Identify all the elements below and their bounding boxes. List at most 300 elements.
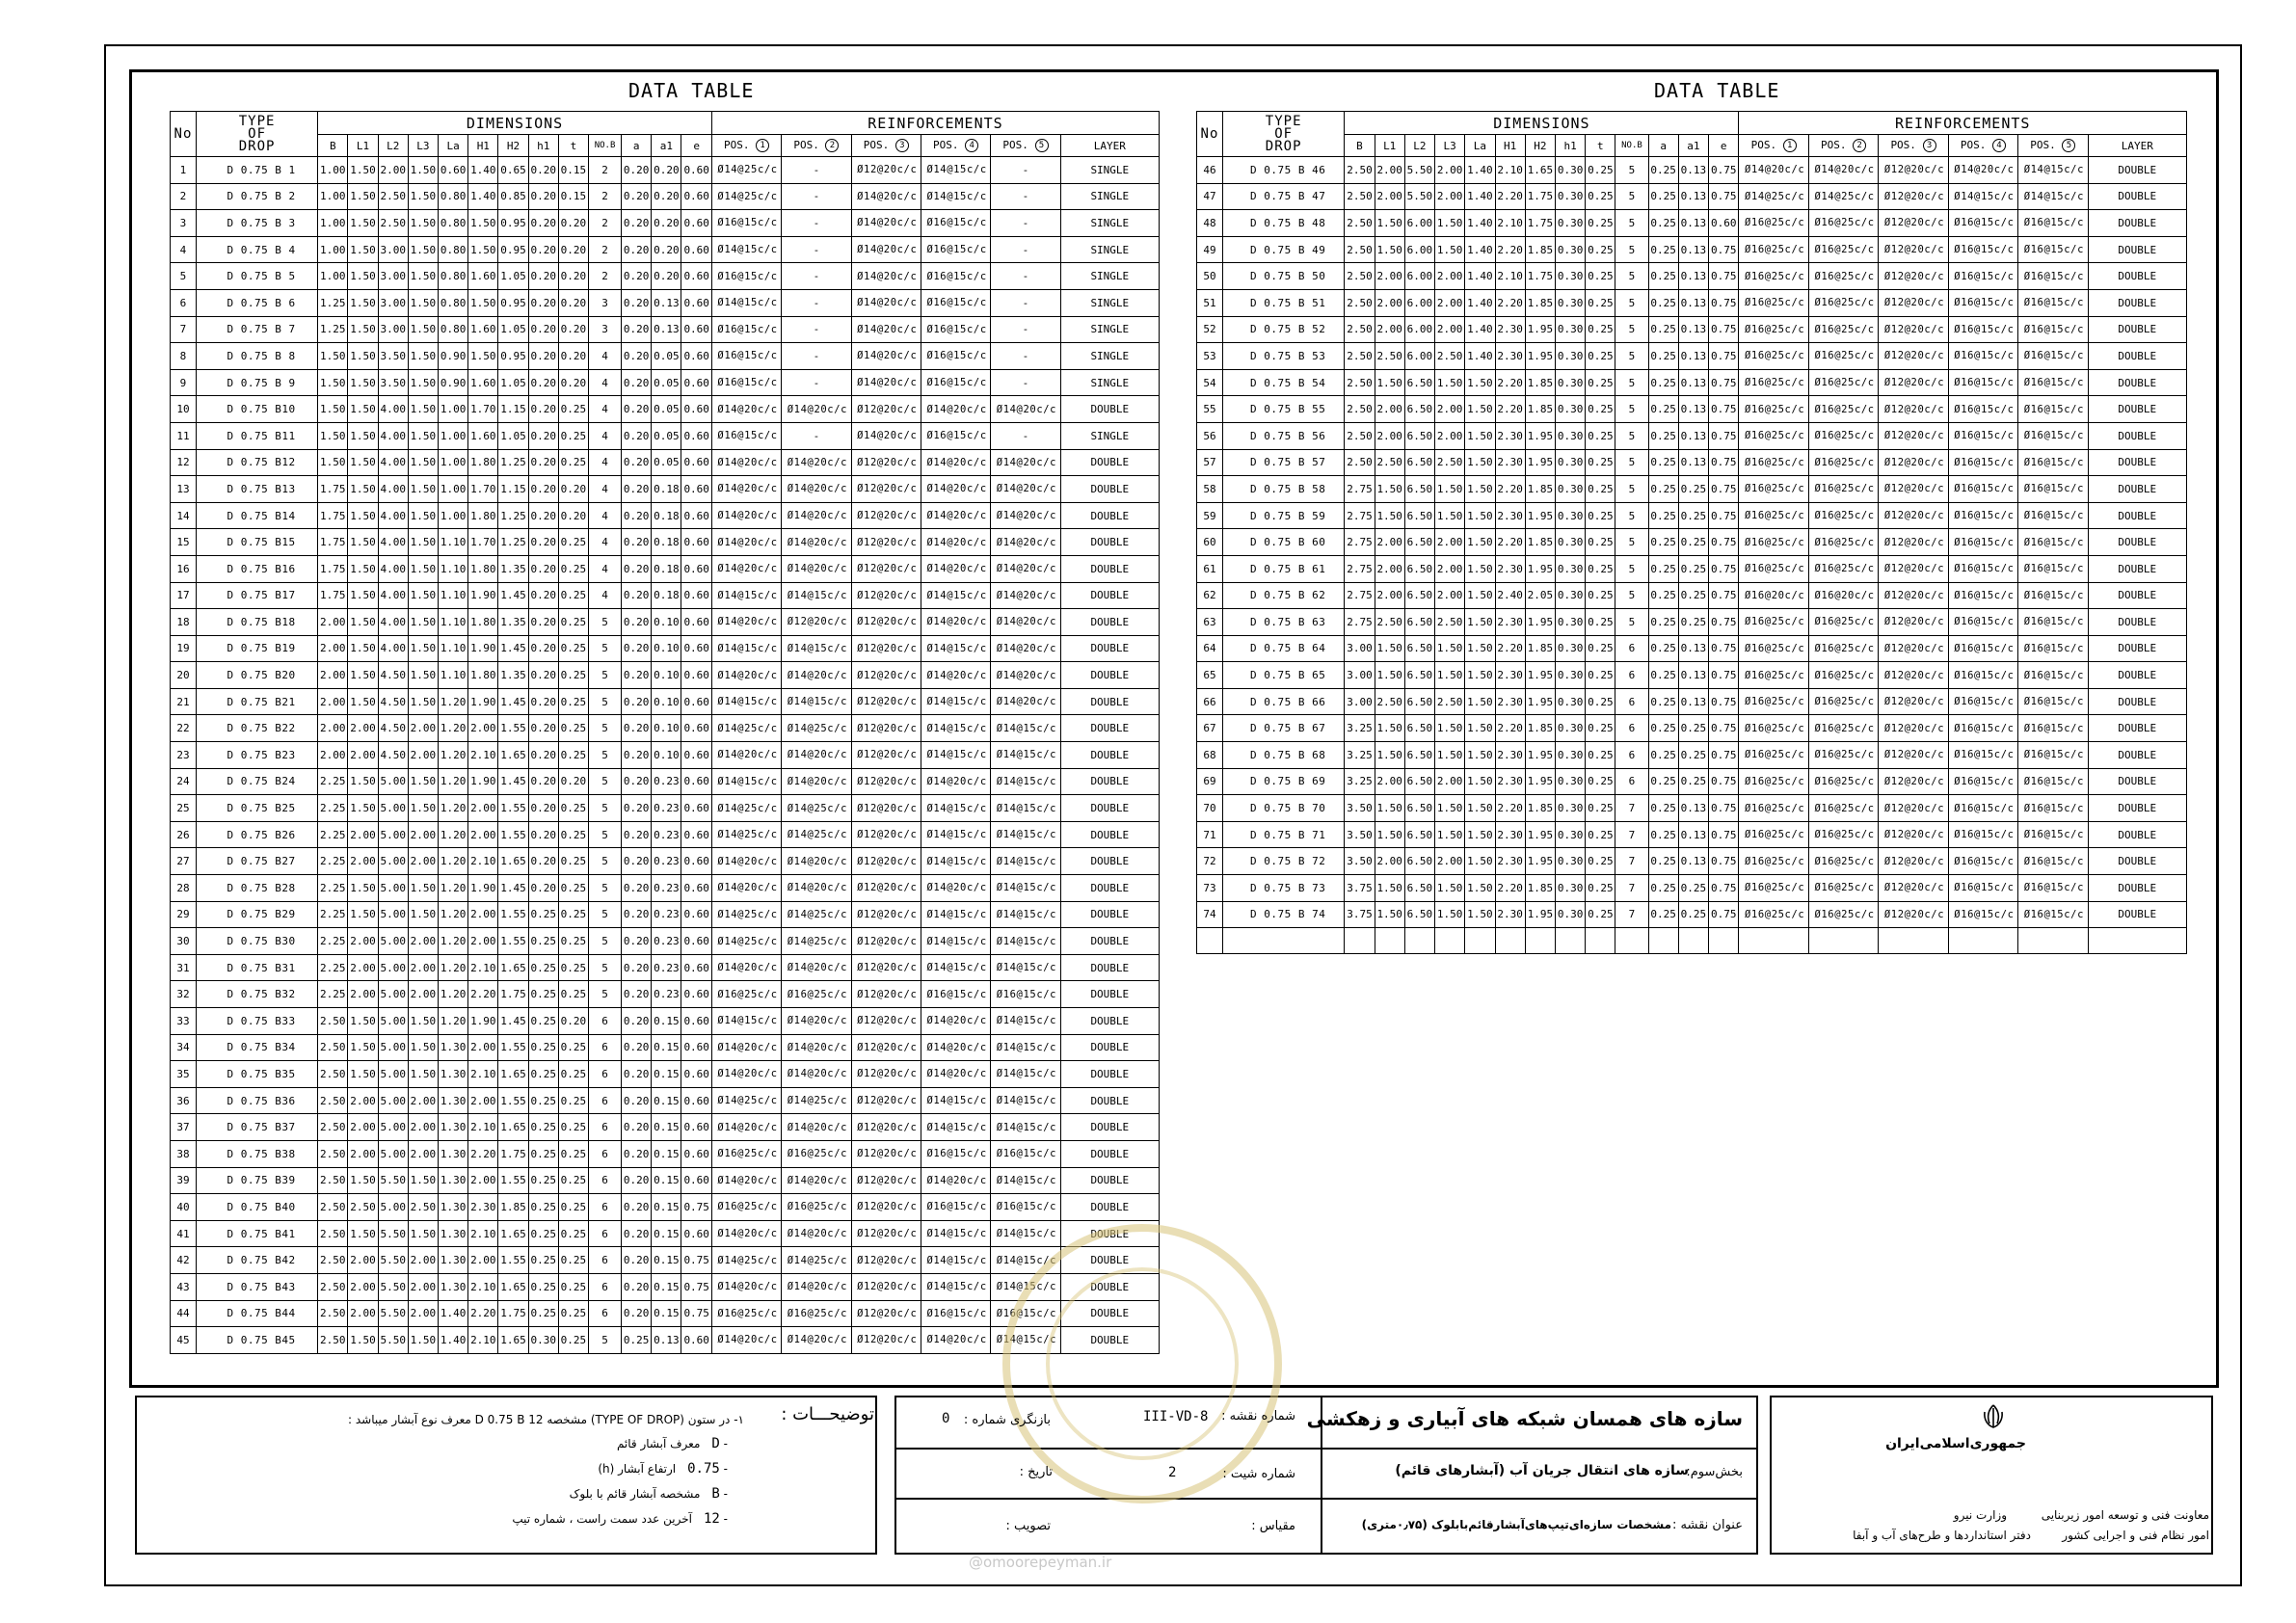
cell-reinforcement: Ø16@25c/c bbox=[1808, 555, 1878, 582]
cell-dimension: 3.75 bbox=[1345, 875, 1375, 902]
cell-layer: DOUBLE bbox=[1060, 742, 1159, 769]
cell-dimension: 1.35 bbox=[498, 555, 528, 582]
cell-dimension: 0.95 bbox=[498, 343, 528, 370]
cell-dimension: 0.25 bbox=[1678, 715, 1708, 742]
cell-dimension: 0.60 bbox=[681, 928, 711, 955]
cell-reinforcement: Ø16@25c/c bbox=[1808, 848, 1878, 875]
cell-dimension: 2.30 bbox=[1495, 768, 1525, 795]
cell-type: D 0.75 B 66 bbox=[1222, 688, 1344, 715]
cell-dimension: 1.30 bbox=[439, 1061, 468, 1088]
cell-reinforcement: Ø14@20c/c bbox=[921, 1167, 990, 1194]
cell-dimension: 0.25 bbox=[1586, 821, 1615, 848]
table-row bbox=[1197, 529, 2187, 556]
cell-dimension: 0.20 bbox=[622, 422, 652, 449]
cell-reinforcement: Ø16@15c/c bbox=[1948, 369, 2017, 396]
cell-reinforcement: Ø16@15c/c bbox=[711, 210, 781, 237]
cell-reinforcement: Ø16@15c/c bbox=[2018, 343, 2088, 370]
table-row bbox=[171, 529, 1160, 556]
cell-dimension: 1.50 bbox=[348, 396, 378, 423]
cell-dimension: 0.25 bbox=[1586, 609, 1615, 636]
cell-type: D 0.75 B16 bbox=[196, 555, 317, 582]
cell-dimension: 0.30 bbox=[1555, 821, 1585, 848]
cell-reinforcement: Ø14@20c/c bbox=[782, 1114, 851, 1141]
cell-dimension: 0.20 bbox=[558, 343, 588, 370]
cell-dimension: 2.50 bbox=[1435, 609, 1465, 636]
cell-dimension: 0.80 bbox=[439, 289, 468, 316]
cell-reinforcement: Ø12@20c/c bbox=[851, 875, 921, 902]
cell-dimension: 0.20 bbox=[528, 609, 558, 636]
cell-reinforcement: Ø14@15c/c bbox=[921, 183, 990, 210]
cell-reinforcement: Ø16@25c/c bbox=[1808, 449, 1878, 476]
cell-dimension: 1.20 bbox=[439, 848, 468, 875]
cell-dimension: 0.25 bbox=[1586, 502, 1615, 529]
cell-dimension: 2.20 bbox=[1495, 236, 1525, 263]
cell-dimension: 0.25 bbox=[1586, 901, 1615, 928]
cell-reinforcement: Ø14@15c/c bbox=[921, 742, 990, 769]
cell-reinforcement: Ø16@25c/c bbox=[1808, 901, 1878, 928]
cell-reinforcement: Ø16@15c/c bbox=[2018, 369, 2088, 396]
cell-dimension: 0.30 bbox=[1555, 157, 1585, 184]
table-row bbox=[1197, 502, 2187, 529]
cell-dimension: 4.00 bbox=[378, 422, 408, 449]
cell-dimension: 4.00 bbox=[378, 529, 408, 556]
cell-reinforcement: Ø14@15c/c bbox=[921, 901, 990, 928]
cell-dimension: 0.25 bbox=[622, 1327, 652, 1354]
cell-dimension: 0.25 bbox=[1648, 848, 1678, 875]
cell-reinforcement: Ø16@15c/c bbox=[1948, 529, 2017, 556]
cell-dimension: 0.60 bbox=[681, 901, 711, 928]
cell-dimension: 2.00 bbox=[408, 821, 438, 848]
cell-dimension: 2.00 bbox=[318, 609, 348, 636]
cell-dimension: 4.00 bbox=[378, 555, 408, 582]
cell-reinforcement: Ø14@20c/c bbox=[851, 210, 921, 237]
cell-layer: DOUBLE bbox=[1060, 981, 1159, 1008]
cell-reinforcement: Ø12@20c/c bbox=[851, 662, 921, 689]
cell-dimension: 0.13 bbox=[1678, 795, 1708, 822]
cell-dimension: 2.00 bbox=[1435, 529, 1465, 556]
table-row bbox=[171, 582, 1160, 609]
cell-dimension: 0.25 bbox=[1586, 343, 1615, 370]
cell-no: 30 bbox=[171, 928, 197, 955]
cell-layer: DOUBLE bbox=[1060, 529, 1159, 556]
cell-dimension: 1.50 bbox=[1435, 502, 1465, 529]
cell-dimension: 0.20 bbox=[622, 183, 652, 210]
cell-dimension: 1.50 bbox=[348, 236, 378, 263]
cell-reinforcement: Ø14@25c/c bbox=[782, 795, 851, 822]
cell-dimension: 0.23 bbox=[652, 768, 681, 795]
cell-dimension: 1.95 bbox=[1525, 316, 1555, 343]
cell-layer: DOUBLE bbox=[2088, 582, 2186, 609]
cell-type: D 0.75 B 4 bbox=[196, 236, 317, 263]
cell-dimension: 4 bbox=[589, 449, 622, 476]
cell-no: 65 bbox=[1197, 662, 1223, 689]
cell-dimension: 0.13 bbox=[1678, 210, 1708, 237]
cell-dimension: 6.50 bbox=[1404, 901, 1434, 928]
cell-dimension: 1.80 bbox=[468, 609, 498, 636]
cell-no: 23 bbox=[171, 742, 197, 769]
cell-dimension: 2.00 bbox=[318, 715, 348, 742]
cell-dimension: 0.75 bbox=[1709, 422, 1739, 449]
cell-dimension: 6.50 bbox=[1404, 715, 1434, 742]
org-line-1b: وزارت نیرو bbox=[1953, 1508, 2007, 1522]
cell-dimension: 1.85 bbox=[1525, 635, 1555, 662]
cell-reinforcement: Ø12@20c/c bbox=[1879, 502, 1948, 529]
cell-dimension: 1.10 bbox=[439, 609, 468, 636]
cell-reinforcement: Ø16@15c/c bbox=[1948, 502, 2017, 529]
cell-dimension: 5.00 bbox=[378, 768, 408, 795]
cell-dimension: 5 bbox=[589, 768, 622, 795]
approval-label: تصویب : bbox=[1005, 1519, 1051, 1533]
cell-dimension: 0.20 bbox=[558, 289, 588, 316]
cell-dimension: 0.10 bbox=[652, 715, 681, 742]
cell-reinforcement: Ø16@15c/c bbox=[921, 210, 990, 237]
cell-reinforcement: Ø14@20c/c bbox=[921, 662, 990, 689]
cell-type: D 0.75 B 63 bbox=[1222, 609, 1344, 636]
cell-reinforcement: Ø16@25c/c bbox=[1808, 609, 1878, 636]
cell-reinforcement: Ø16@15c/c bbox=[1948, 316, 2017, 343]
cell-reinforcement: Ø14@15c/c bbox=[711, 768, 781, 795]
cell-dimension: 0.25 bbox=[1648, 183, 1678, 210]
cell-layer: SINGLE bbox=[1060, 343, 1159, 370]
cell-dimension: 6.50 bbox=[1404, 875, 1434, 902]
cell-dimension: 1.50 bbox=[408, 662, 438, 689]
cell-dimension: 0.20 bbox=[622, 369, 652, 396]
cell-dimension: 2.00 bbox=[348, 981, 378, 1008]
cell-dimension: 0.30 bbox=[1555, 210, 1585, 237]
cell-dimension: 1.50 bbox=[348, 157, 378, 184]
header-dimensions: DIMENSIONS bbox=[1345, 112, 1739, 135]
cell-dimension: 1.90 bbox=[468, 582, 498, 609]
header-type-of-drop: TYPE OF DROP bbox=[196, 112, 317, 157]
cell-dimension: 2.00 bbox=[1435, 263, 1465, 290]
table-row bbox=[171, 236, 1160, 263]
cell-dimension: 0.25 bbox=[528, 1114, 558, 1141]
header-dim-col: NO.B bbox=[1615, 135, 1648, 157]
cell-dimension: 2.20 bbox=[1495, 289, 1525, 316]
header-no: No bbox=[1197, 112, 1223, 157]
cell-type: D 0.75 B 8 bbox=[196, 343, 317, 370]
cell-dimension: 0.25 bbox=[1648, 502, 1678, 529]
cell-dimension: 7 bbox=[1615, 795, 1648, 822]
cell-layer: DOUBLE bbox=[2088, 449, 2186, 476]
header-pos-col: POS. 2 bbox=[782, 135, 851, 157]
cell-dimension: 0.15 bbox=[652, 1300, 681, 1327]
cell-reinforcement: Ø16@25c/c bbox=[1739, 343, 1808, 370]
cell-dimension: 2.10 bbox=[468, 954, 498, 981]
cell-layer: DOUBLE bbox=[2088, 343, 2186, 370]
cell-dimension: 0.25 bbox=[558, 1300, 588, 1327]
cell-type: D 0.75 B30 bbox=[196, 928, 317, 955]
cell-reinforcement: Ø14@20c/c bbox=[782, 502, 851, 529]
cell-reinforcement: - bbox=[991, 236, 1060, 263]
cell-reinforcement: Ø14@25c/c bbox=[711, 1087, 781, 1114]
cell-dimension: 2.20 bbox=[1495, 635, 1525, 662]
notes-item: - 12آخرین عدد سمت راست ، شماره تیپ bbox=[512, 1511, 728, 1527]
cell-dimension: 6 bbox=[589, 1008, 622, 1035]
cell-dimension: 2.20 bbox=[468, 981, 498, 1008]
cell-dimension: 1.50 bbox=[1465, 582, 1495, 609]
cell-dimension: 0.20 bbox=[528, 449, 558, 476]
header-dim-col: B bbox=[318, 135, 348, 157]
cell-dimension: 1.25 bbox=[498, 449, 528, 476]
cell-no: 1 bbox=[171, 157, 197, 184]
cell-type: D 0.75 B17 bbox=[196, 582, 317, 609]
cell-dimension: 4.00 bbox=[378, 449, 408, 476]
cell-dimension: 0.25 bbox=[528, 954, 558, 981]
cell-dimension: 0.60 bbox=[681, 768, 711, 795]
cell-dimension: 0.60 bbox=[681, 821, 711, 848]
cell-dimension: 1.50 bbox=[408, 316, 438, 343]
table-row bbox=[1197, 263, 2187, 290]
cell-dimension: 0.75 bbox=[1709, 263, 1739, 290]
cell-dimension: 2.50 bbox=[1375, 449, 1404, 476]
cell-reinforcement: Ø14@15c/c bbox=[921, 1114, 990, 1141]
cell-dimension: 1.40 bbox=[1465, 157, 1495, 184]
cell-reinforcement: Ø14@25c/c bbox=[711, 715, 781, 742]
cell-dimension: 6 bbox=[589, 1247, 622, 1274]
cell-dimension: 1.50 bbox=[348, 529, 378, 556]
table-row bbox=[1197, 635, 2187, 662]
cell-dimension: 0.20 bbox=[652, 236, 681, 263]
cell-type: D 0.75 B33 bbox=[196, 1008, 317, 1035]
cell-no: 48 bbox=[1197, 210, 1223, 237]
cell-reinforcement: Ø14@20c/c bbox=[782, 875, 851, 902]
header-reinforcements: REINFORCEMENTS bbox=[711, 112, 1159, 135]
cell-dimension: 1.40 bbox=[1465, 316, 1495, 343]
cell-type: D 0.75 B 68 bbox=[1222, 742, 1344, 769]
cell-dimension: 1.50 bbox=[348, 263, 378, 290]
cell-dimension: 1.00 bbox=[318, 236, 348, 263]
cell-layer: DOUBLE bbox=[2088, 715, 2186, 742]
cell-dimension: 0.20 bbox=[622, 210, 652, 237]
cell-no: 49 bbox=[1197, 236, 1223, 263]
cell-reinforcement: Ø14@20c/c bbox=[921, 1008, 990, 1035]
header-dim-col: a bbox=[1648, 135, 1678, 157]
cell-dimension: 0.20 bbox=[528, 157, 558, 184]
cell-reinforcement: Ø14@20c/c bbox=[711, 954, 781, 981]
cell-dimension: 3.25 bbox=[1345, 715, 1375, 742]
cell-dimension: 2.50 bbox=[1435, 688, 1465, 715]
cell-dimension: 1.50 bbox=[348, 210, 378, 237]
cell-dimension: 1.40 bbox=[468, 183, 498, 210]
cell-reinforcement: Ø14@15c/c bbox=[782, 635, 851, 662]
cell-reinforcement: - bbox=[991, 210, 1060, 237]
cell-dimension: 0.60 bbox=[681, 875, 711, 902]
cell-dimension: 0.25 bbox=[528, 1140, 558, 1167]
table-row bbox=[171, 289, 1160, 316]
cell-reinforcement: Ø12@20c/c bbox=[1879, 396, 1948, 423]
cell-dimension: 1.40 bbox=[1465, 263, 1495, 290]
cell-layer: DOUBLE bbox=[2088, 742, 2186, 769]
cell-reinforcement: Ø16@15c/c bbox=[1948, 289, 2017, 316]
cell-dimension: 6 bbox=[589, 1167, 622, 1194]
cell-dimension: 0.60 bbox=[681, 1114, 711, 1141]
cell-reinforcement: Ø12@20c/c bbox=[851, 157, 921, 184]
cell-dimension: 1.50 bbox=[408, 875, 438, 902]
cell-dimension: 0.20 bbox=[622, 848, 652, 875]
cell-dimension: 4 bbox=[589, 343, 622, 370]
cell-no: 10 bbox=[171, 396, 197, 423]
cell-dimension: 0.85 bbox=[498, 183, 528, 210]
cell-dimension: 1.50 bbox=[1375, 210, 1404, 237]
cell-dimension: 2.50 bbox=[318, 1087, 348, 1114]
cell-reinforcement: Ø14@25c/c bbox=[711, 821, 781, 848]
cell-reinforcement: Ø16@25c/c bbox=[1808, 396, 1878, 423]
cell-dimension: 6.50 bbox=[1404, 768, 1434, 795]
cell-dimension: 7 bbox=[1615, 848, 1648, 875]
cell-reinforcement: Ø16@25c/c bbox=[1808, 316, 1878, 343]
cell-dimension: 1.75 bbox=[1525, 263, 1555, 290]
cell-dimension: 3 bbox=[589, 289, 622, 316]
cell-dimension: 2.00 bbox=[348, 715, 378, 742]
cell-reinforcement: Ø14@20c/c bbox=[711, 1220, 781, 1247]
cell-dimension: 2.00 bbox=[468, 715, 498, 742]
cell-dimension: 1.20 bbox=[439, 768, 468, 795]
cell-no: 51 bbox=[1197, 289, 1223, 316]
cell-dimension: 6 bbox=[589, 1034, 622, 1061]
cell-dimension: 0.25 bbox=[1586, 555, 1615, 582]
cell-dimension: 1.50 bbox=[1465, 396, 1495, 423]
cell-no: 26 bbox=[171, 821, 197, 848]
cell-dimension: 0.25 bbox=[1648, 688, 1678, 715]
cell-dimension: 0.25 bbox=[1586, 795, 1615, 822]
cell-dimension: 0.75 bbox=[1709, 289, 1739, 316]
cell-dimension: 0.25 bbox=[1648, 715, 1678, 742]
cell-no: 7 bbox=[171, 316, 197, 343]
cell-reinforcement: Ø16@15c/c bbox=[991, 981, 1060, 1008]
header-dim-col: t bbox=[1586, 135, 1615, 157]
cell-dimension: 0.15 bbox=[652, 1220, 681, 1247]
cell-reinforcement: Ø14@20c/c bbox=[711, 662, 781, 689]
cell-reinforcement: Ø14@20c/c bbox=[711, 555, 781, 582]
date-label: تاریخ : bbox=[1019, 1465, 1053, 1479]
cell-dimension: 1.10 bbox=[439, 662, 468, 689]
cell-dimension: 2.00 bbox=[348, 848, 378, 875]
cell-type: D 0.75 B 1 bbox=[196, 157, 317, 184]
cell-dimension: 2.50 bbox=[1345, 289, 1375, 316]
cell-dimension: 0.25 bbox=[1648, 343, 1678, 370]
cell-layer: DOUBLE bbox=[1060, 1194, 1159, 1221]
cell-reinforcement: Ø14@20c/c bbox=[851, 316, 921, 343]
cell-no: 47 bbox=[1197, 183, 1223, 210]
cell-dimension: 0.60 bbox=[681, 1008, 711, 1035]
cell-dimension: 2.00 bbox=[318, 688, 348, 715]
cell-reinforcement: Ø14@15c/c bbox=[991, 742, 1060, 769]
cell-dimension: 0.13 bbox=[1678, 662, 1708, 689]
cell-dimension: 0.60 bbox=[681, 609, 711, 636]
cell-dimension: 0.75 bbox=[1709, 476, 1739, 503]
cell-dimension: 1.75 bbox=[318, 476, 348, 503]
cell-reinforcement: Ø16@15c/c bbox=[2018, 715, 2088, 742]
cell-reinforcement: Ø12@20c/c bbox=[851, 396, 921, 423]
cell-dimension: 0.25 bbox=[558, 609, 588, 636]
cell-dimension: 0.20 bbox=[558, 210, 588, 237]
cell-type: D 0.75 B10 bbox=[196, 396, 317, 423]
cell-reinforcement: Ø16@15c/c bbox=[1948, 210, 2017, 237]
cell-dimension: 2.75 bbox=[1345, 476, 1375, 503]
cell-reinforcement: Ø16@25c/c bbox=[1739, 236, 1808, 263]
cell-dimension: 1.30 bbox=[439, 1167, 468, 1194]
cell-dimension: 0.20 bbox=[558, 369, 588, 396]
cell-layer: DOUBLE bbox=[2088, 263, 2186, 290]
cell-type: D 0.75 B15 bbox=[196, 529, 317, 556]
cell-reinforcement: Ø14@20c/c bbox=[1948, 157, 2017, 184]
cell-dimension: 2.00 bbox=[468, 901, 498, 928]
cell-dimension: 4.00 bbox=[378, 396, 408, 423]
cell-reinforcement: Ø14@25c/c bbox=[1739, 183, 1808, 210]
cell-dimension: 2.00 bbox=[468, 1034, 498, 1061]
cell-dimension: 1.50 bbox=[1435, 635, 1465, 662]
cell-dimension: 0.60 bbox=[1709, 210, 1739, 237]
cell-reinforcement: Ø12@20c/c bbox=[782, 609, 851, 636]
cell-reinforcement: Ø12@20c/c bbox=[851, 1061, 921, 1088]
cell-no: 39 bbox=[171, 1167, 197, 1194]
cell-dimension: 1.50 bbox=[348, 316, 378, 343]
cell-dimension: 0.20 bbox=[622, 157, 652, 184]
cell-reinforcement: Ø14@20c/c bbox=[782, 1273, 851, 1300]
cell-type: D 0.75 B40 bbox=[196, 1194, 317, 1221]
cell-dimension: 0.60 bbox=[681, 1034, 711, 1061]
cell-type: D 0.75 B 70 bbox=[1222, 795, 1344, 822]
cell-reinforcement: Ø12@20c/c bbox=[851, 928, 921, 955]
cell-dimension: 0.30 bbox=[1555, 635, 1585, 662]
cell-dimension: 0.25 bbox=[558, 529, 588, 556]
cell-dimension: 2.00 bbox=[348, 954, 378, 981]
cell-dimension: 1.50 bbox=[408, 1061, 438, 1088]
table-row bbox=[1197, 422, 2187, 449]
cell-dimension: 1.45 bbox=[498, 635, 528, 662]
cell-no: 41 bbox=[171, 1220, 197, 1247]
cell-reinforcement: Ø14@20c/c bbox=[782, 529, 851, 556]
cell-dimension: 1.75 bbox=[318, 502, 348, 529]
cell-dimension: 1.50 bbox=[1465, 449, 1495, 476]
cell-reinforcement: Ø16@15c/c bbox=[2018, 821, 2088, 848]
cell-dimension: 0.25 bbox=[1648, 821, 1678, 848]
cell-no: 72 bbox=[1197, 848, 1223, 875]
cell-dimension: 2.00 bbox=[348, 928, 378, 955]
cell-dimension: 3.00 bbox=[378, 316, 408, 343]
cell-reinforcement: Ø14@15c/c bbox=[991, 1114, 1060, 1141]
cell-dimension: 1.90 bbox=[468, 1008, 498, 1035]
org-line-2b: دفتر استانداردها و طرح‌های آب و آبفا bbox=[1853, 1529, 2031, 1542]
cell-reinforcement: Ø14@20c/c bbox=[711, 1167, 781, 1194]
cell-reinforcement: Ø16@25c/c bbox=[711, 1194, 781, 1221]
cell-dimension: 2.00 bbox=[348, 1114, 378, 1141]
drawing-no-label: شماره نقشه : bbox=[1221, 1409, 1295, 1423]
cell-reinforcement: Ø16@25c/c bbox=[1808, 821, 1878, 848]
cell-reinforcement: Ø16@15c/c bbox=[711, 316, 781, 343]
cell-dimension: 1.20 bbox=[439, 981, 468, 1008]
cell-dimension: 1.90 bbox=[468, 768, 498, 795]
cell-dimension: 0.20 bbox=[558, 316, 588, 343]
cell-dimension: 2.75 bbox=[1345, 582, 1375, 609]
cell-reinforcement: Ø16@15c/c bbox=[2018, 848, 2088, 875]
cell-reinforcement: Ø14@20c/c bbox=[851, 369, 921, 396]
cell-dimension: 1.75 bbox=[498, 1140, 528, 1167]
cell-dimension: 0.20 bbox=[558, 768, 588, 795]
cell-reinforcement: Ø16@25c/c bbox=[711, 981, 781, 1008]
cell-dimension: 2.50 bbox=[318, 1167, 348, 1194]
cell-dimension: 5 bbox=[589, 609, 622, 636]
cell-dimension: 0.75 bbox=[1709, 688, 1739, 715]
cell-dimension: 6.50 bbox=[1404, 449, 1434, 476]
cell-reinforcement: Ø12@20c/c bbox=[1879, 609, 1948, 636]
cell-dimension: 0.25 bbox=[558, 635, 588, 662]
cell-reinforcement: - bbox=[991, 343, 1060, 370]
header-pos-col: POS. 3 bbox=[851, 135, 921, 157]
cell-reinforcement: Ø14@20c/c bbox=[782, 396, 851, 423]
cell-dimension: 0.23 bbox=[652, 901, 681, 928]
